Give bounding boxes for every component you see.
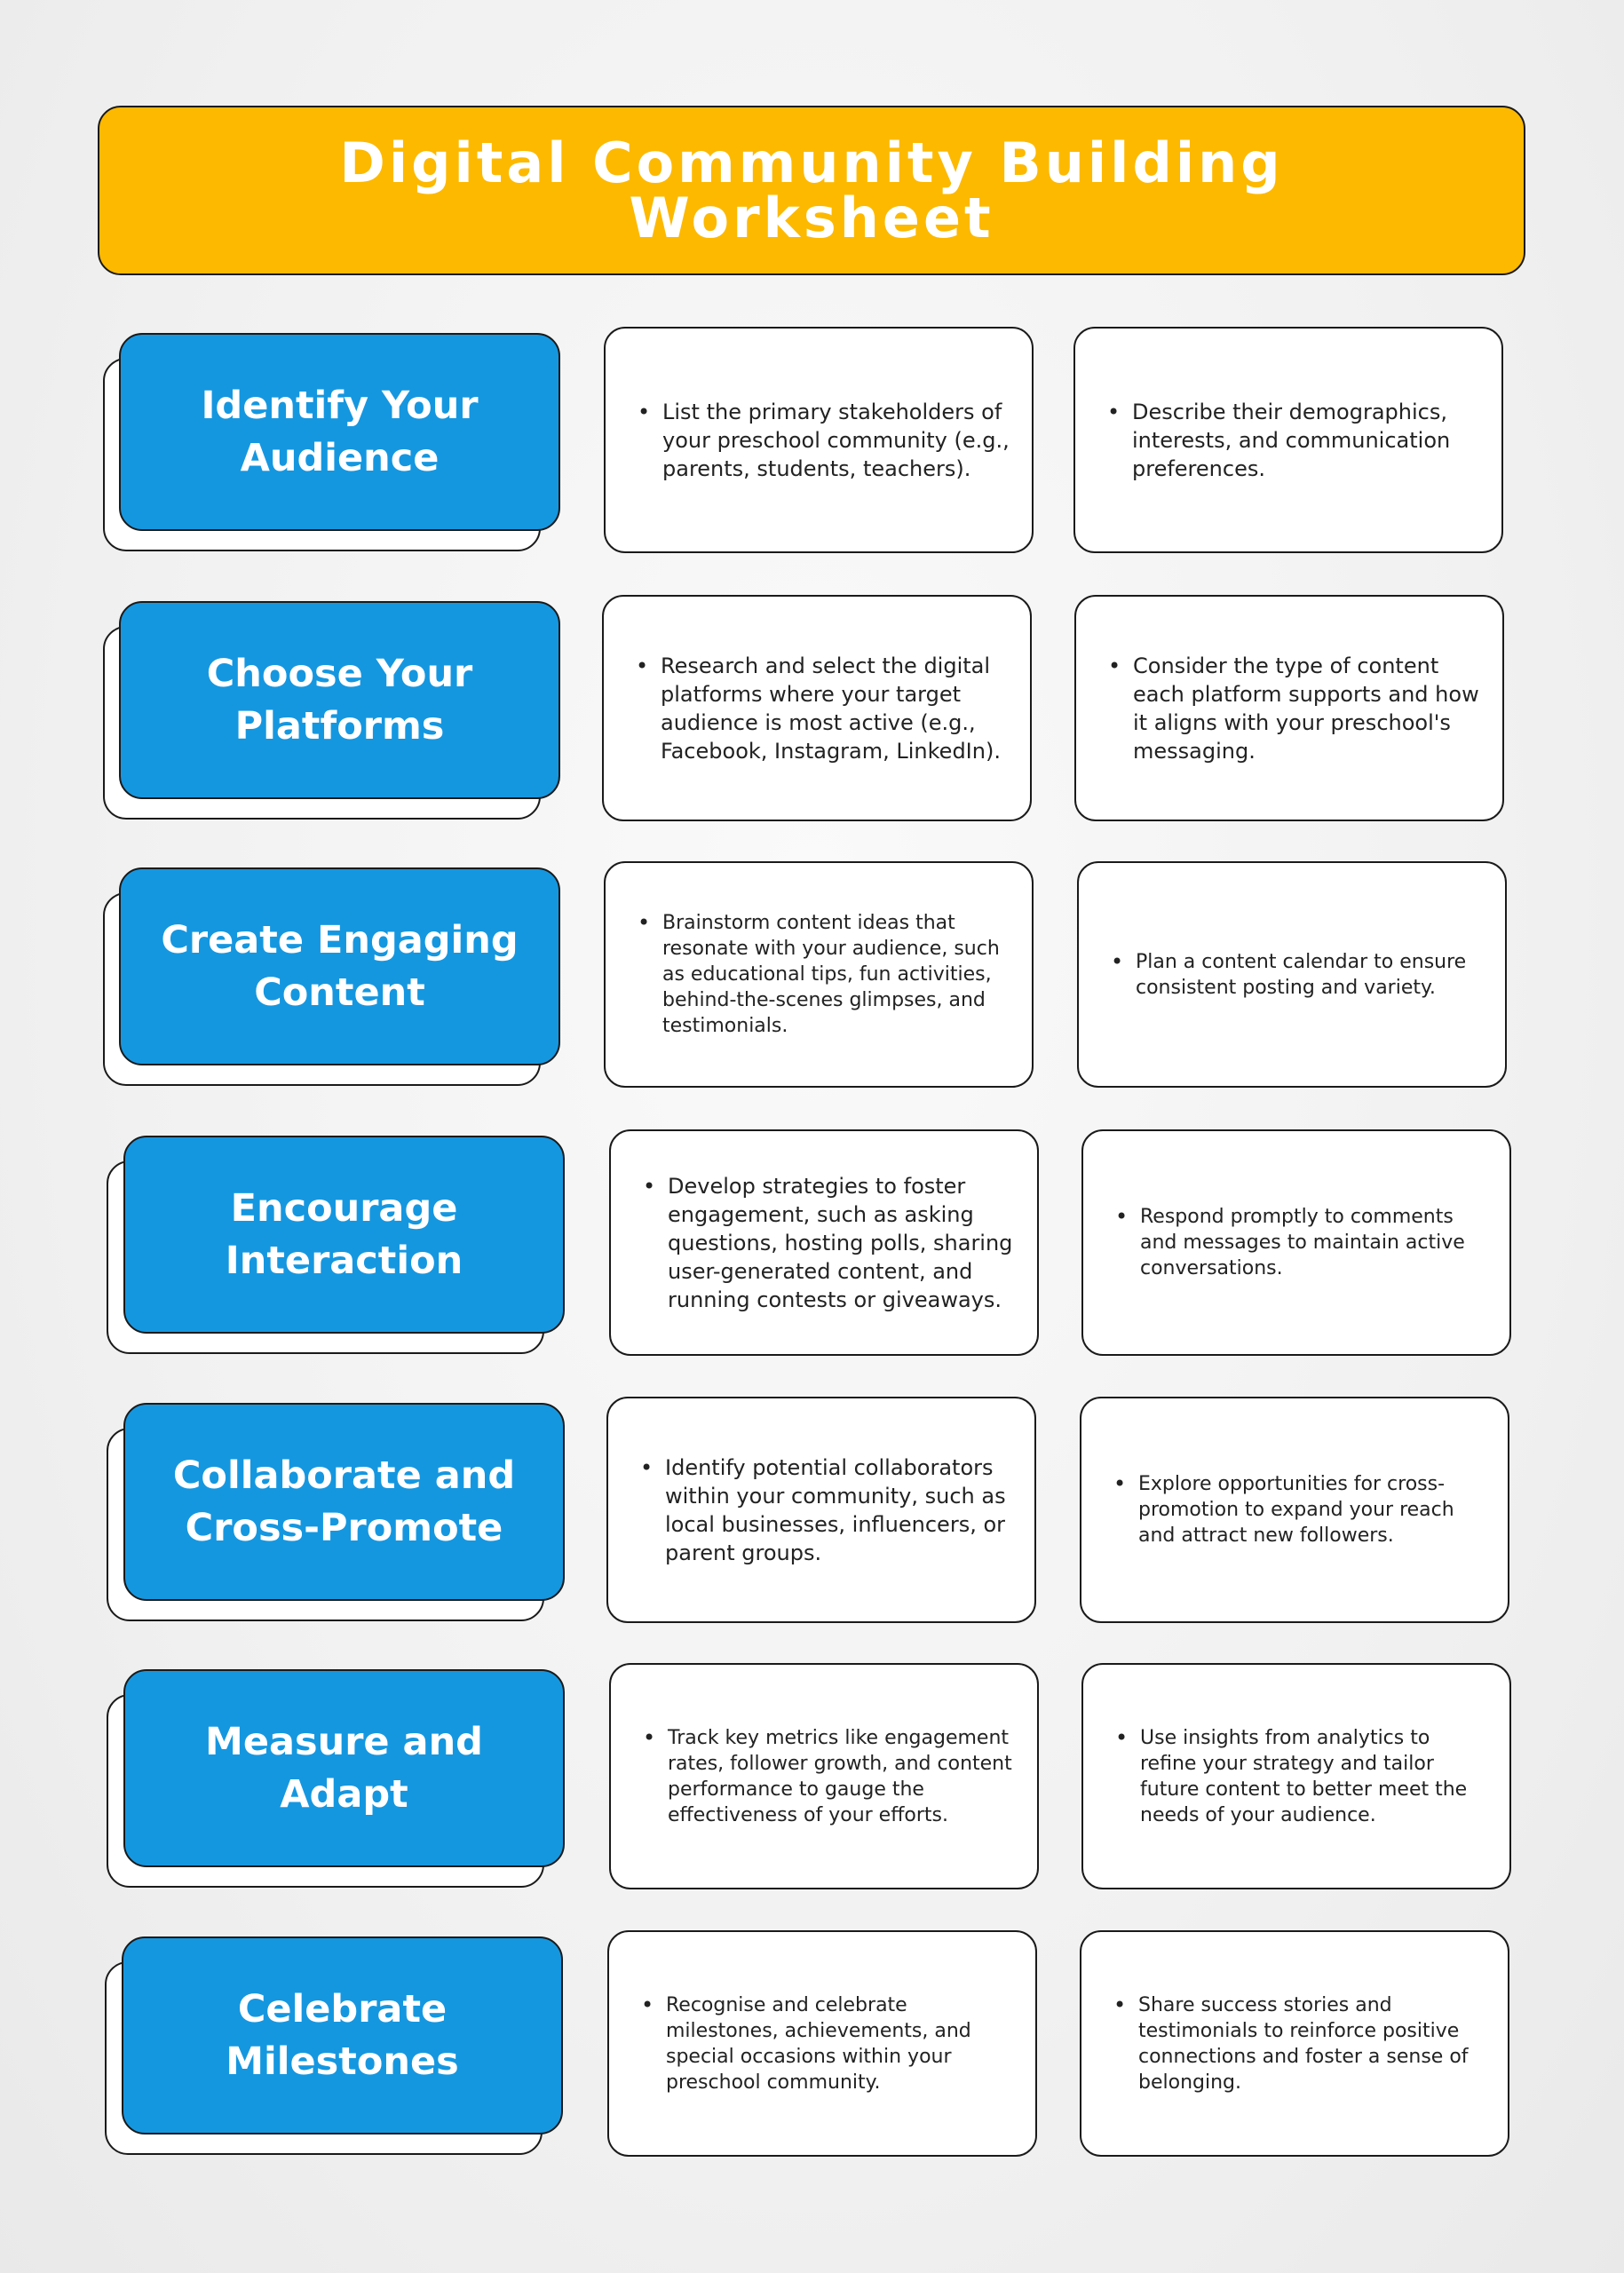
step-title-line-2: Milestones [226,2039,459,2084]
step-title-line-2: Audience [240,435,440,480]
left-task-bullet: • List the primary stakeholders of your preschool community (e.g., parents, students, teachers). [662,398,1010,483]
right-task-bullet: • Plan a content calendar to ensure consistent posting and variety. [1136,949,1484,1001]
step-title-line-1: Measure and [205,1719,483,1764]
right-task-card [1077,861,1507,1088]
left-task-card [606,1397,1036,1623]
step-title-line-2: Adapt [280,1771,408,1817]
step-title-line-1: Encourage [230,1185,458,1231]
step-title-line-1: Choose Your [206,651,473,696]
worksheet-row-celebrate-milestones [0,1930,1624,2161]
left-task-list [611,1172,1037,1314]
worksheet-row-choose-platforms [0,595,1624,826]
right-task-list [1081,1471,1508,1548]
step-title-line-1: Collaborate and [172,1453,516,1498]
right-task-list [1079,949,1505,1001]
left-task-bullet: • Track key metrics like engagement rates, follower growth, and content performance to gauge the effectiveness of your efforts. [668,1725,1016,1828]
left-task-card [607,1930,1037,2157]
step-title-line-2: Platforms [234,703,445,748]
right-task-bullet: • Share success stories and testimonials to reinforce positive connections and foster a sense of belonging. [1138,1992,1486,2095]
right-task-bullet: • Consider the type of content each platform supports and how it aligns with your preschool's messaging. [1133,652,1481,765]
right-task-bullet: • Respond promptly to comments and messages to maintain active conversations. [1140,1204,1488,1281]
left-task-list [609,1992,1035,2095]
right-task-card [1081,1129,1511,1356]
right-task-list [1076,652,1502,765]
worksheet-row-collaborate [0,1397,1624,1628]
left-task-list [606,910,1032,1039]
left-task-card [609,1663,1039,1889]
step-title-box [119,867,560,1065]
right-task-card [1073,327,1503,553]
left-task-bullet: • Research and select the digital platforms where your target audience is most active (e.g., Facebook, Instagram, LinkedIn). [661,652,1009,765]
left-task-list [611,1725,1037,1828]
left-task-card [604,861,1034,1088]
right-task-bullet: • Explore opportunities for cross-promotion to expand your reach and attract new followers. [1138,1471,1486,1548]
right-task-bullet: • Use insights from analytics to refine your strategy and tailor future content to better meet the needs of your audience. [1140,1725,1488,1828]
right-task-card [1074,595,1504,821]
left-task-list [606,398,1032,483]
step-title-line-1: Create Engaging [161,917,519,962]
left-task-card [602,595,1032,821]
step-title-box [119,601,560,799]
left-task-bullet: • Identify potential collaborators within your community, such as local businesses, influencers, or parent groups. [665,1453,1013,1567]
step-title-line-1: Celebrate [237,1986,448,2031]
step-title-box [123,1136,565,1334]
left-task-list [608,1453,1034,1567]
step-title-box [123,1403,565,1601]
step-title-line-2: Content [254,970,425,1015]
worksheet-title-banner [98,106,1525,275]
left-task-card [609,1129,1039,1356]
right-task-list [1083,1725,1509,1828]
worksheet-title-line-2: Worksheet [629,185,994,250]
left-task-list [604,652,1030,765]
right-task-card [1080,1930,1509,2157]
left-task-bullet: • Develop strategies to foster engagement, such as asking questions, hosting polls, sharing user-generated content, and running contests or giveaways. [668,1172,1016,1314]
worksheet-row-identify-audience [0,327,1624,558]
step-title-box [123,1669,565,1867]
step-title-line-2: Cross-Promote [185,1505,503,1550]
right-task-list [1083,1204,1509,1281]
left-task-bullet: • Recognise and celebrate milestones, achievements, and special occasions within your preschool community. [666,1992,1014,2095]
left-task-bullet: • Brainstorm content ideas that resonate with your audience, such as educational tips, fun activities, behind-the-scenes glimpses, and testimonials. [662,910,1010,1039]
worksheet-title-line-1: Digital Community Building [339,130,1284,195]
step-title-box [119,333,560,531]
worksheet-row-measure-adapt [0,1663,1624,1894]
right-task-card [1081,1663,1511,1889]
right-task-list [1081,1992,1508,2095]
step-title-line-1: Identify Your [201,383,479,428]
right-task-list [1075,398,1501,483]
left-task-card [604,327,1034,553]
right-task-card [1080,1397,1509,1623]
step-title-box [122,1936,563,2134]
step-title-line-2: Interaction [225,1238,463,1283]
worksheet-row-create-content [0,861,1624,1092]
worksheet-row-encourage-interaction [0,1129,1624,1360]
right-task-bullet: • Describe their demographics, interests, and communication preferences. [1132,398,1480,483]
